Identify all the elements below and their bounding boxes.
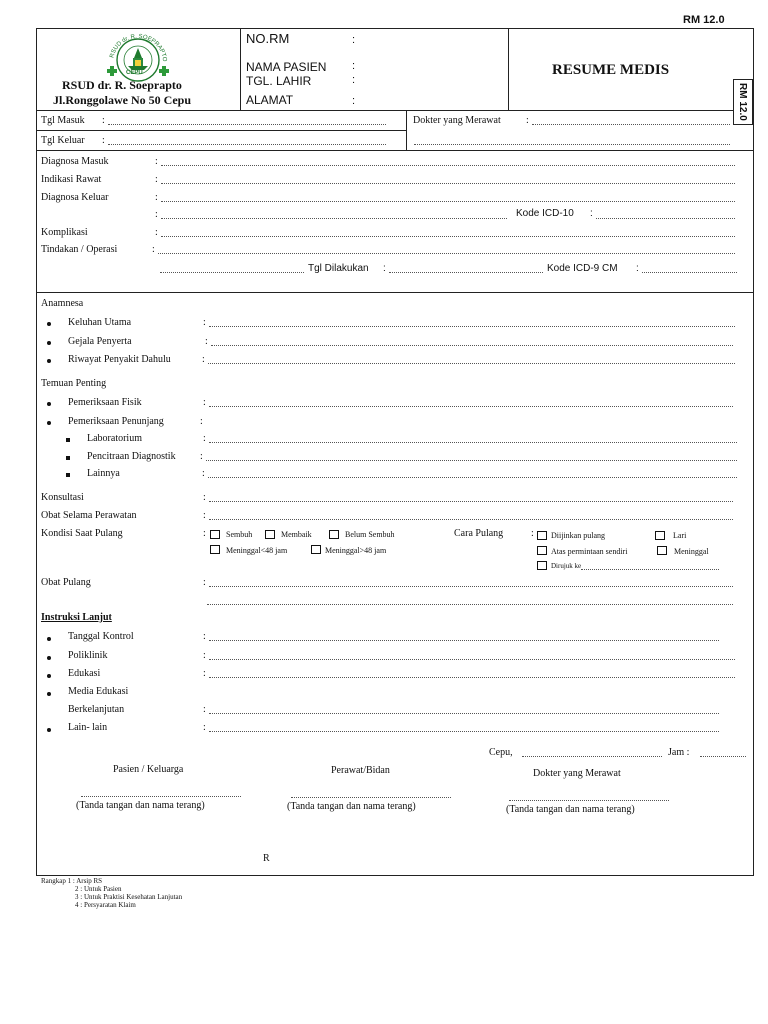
support-exam-label: Pemeriksaan Penunjang — [68, 416, 164, 427]
attending-doctor-field[interactable] — [532, 124, 730, 125]
diagnosis-in-field[interactable] — [161, 165, 735, 166]
referred-checkbox[interactable] — [537, 561, 547, 570]
signing-place-label: Cepu, — [489, 747, 513, 758]
bullet-icon — [47, 637, 51, 641]
bullet-icon — [47, 728, 51, 732]
patient-name-colon: : — [352, 60, 356, 72]
inpatient-medication-label: Obat Selama Perawatan — [41, 510, 137, 521]
square-bullet-icon — [66, 473, 70, 477]
square-bullet-icon — [66, 438, 70, 442]
polyclinic-label: Poliklinik — [68, 650, 108, 661]
nurse-signature-field[interactable] — [291, 797, 451, 798]
header-bottom-line — [36, 110, 754, 111]
not-recovered-label: Belum Sembuh — [345, 530, 395, 539]
diagnosis-out-field[interactable] — [161, 201, 735, 202]
nurse-signature-note: (Tanda tangan dan nama terang) — [287, 801, 416, 812]
discharge-date-colon: : — [102, 135, 105, 146]
complication-field[interactable] — [161, 236, 735, 237]
doctor-signature-label: Dokter yang Merawat — [533, 768, 621, 779]
absconded-checkbox[interactable] — [655, 531, 665, 540]
died-under-48h-checkbox[interactable] — [210, 545, 220, 554]
side-code: RM 12.0 — [737, 83, 748, 121]
admission-date-colon: : — [102, 115, 105, 126]
died-over-48h-label: Meninggal>48 jam — [325, 546, 387, 555]
chief-complaint-label: Keluhan Utama — [68, 317, 132, 328]
logo-bottom-text: CEPU — [126, 70, 143, 76]
procedure-field-2[interactable] — [160, 272, 304, 273]
copy-note-1: Rangkap 1 : Arsip RS — [41, 877, 103, 885]
icd9-colon: : — [636, 263, 639, 274]
patient-name-label: NAMA PASIEN — [246, 60, 327, 74]
continuing-colon: : — [203, 704, 206, 715]
birth-date-colon: : — [352, 74, 356, 86]
discharge-medication-field-2[interactable] — [207, 604, 733, 605]
admission-bottom-line — [36, 150, 754, 151]
signing-time-label: Jam : — [668, 747, 690, 758]
inpatient-medication-field[interactable] — [209, 519, 733, 520]
deceased-checkbox[interactable] — [657, 546, 667, 555]
care-indication-colon: : — [155, 174, 158, 185]
symptoms-colon: : — [205, 336, 208, 347]
improved-checkbox[interactable] — [265, 530, 275, 539]
lab-label: Laboratorium — [87, 433, 142, 444]
no-rm-colon: : — [352, 34, 356, 46]
attending-doctor-colon: : — [526, 115, 529, 126]
recovered-label: Sembuh — [226, 530, 253, 539]
consultation-label: Konsultasi — [41, 492, 84, 503]
physical-exam-colon: : — [203, 397, 206, 408]
care-indication-label: Indikasi Rawat — [41, 174, 102, 185]
signing-date-field[interactable] — [522, 756, 662, 757]
procedure-date-field[interactable] — [389, 272, 543, 273]
hospital-logo — [104, 32, 172, 82]
past-history-field[interactable] — [208, 363, 735, 364]
follow-up-heading: Instruksi Lanjut — [41, 612, 112, 623]
symptoms-label: Gejala Penyerta — [68, 336, 132, 347]
discharge-date-label: Tgl Keluar — [41, 135, 85, 146]
not-recovered-checkbox[interactable] — [329, 530, 339, 539]
discharge-medication-colon: : — [203, 577, 206, 588]
procedure-colon: : — [152, 244, 155, 255]
died-over-48h-checkbox[interactable] — [311, 545, 321, 554]
footer-letter: R — [263, 853, 270, 864]
patient-signature-field[interactable] — [81, 796, 241, 797]
attending-doctor-field-2[interactable] — [414, 144, 730, 145]
self-request-checkbox[interactable] — [537, 546, 547, 555]
past-history-colon: : — [202, 354, 205, 365]
diagnosis-out-colon: : — [155, 192, 158, 203]
admission-mid-line — [36, 130, 406, 131]
discharge-condition-colon: : — [203, 528, 206, 539]
others-label: Lain- lain — [68, 722, 108, 733]
education-label: Edukasi — [68, 668, 101, 679]
imaging-label: Pencitraan Diagnostik — [87, 451, 176, 462]
consultation-field[interactable] — [209, 501, 733, 502]
discharge-condition-label: Kondisi Saat Pulang — [41, 528, 123, 539]
recovered-checkbox[interactable] — [210, 530, 220, 539]
bullet-icon — [47, 674, 51, 678]
imaging-colon: : — [200, 451, 203, 462]
no-rm-label: NO.RM — [246, 31, 290, 46]
header-divider-left — [240, 28, 241, 110]
other-exam-field[interactable] — [208, 477, 737, 478]
diagnosis-out-label: Diagnosa Keluar — [41, 192, 109, 203]
improved-label: Membaik — [281, 530, 312, 539]
diagnosis-bottom-line — [36, 292, 754, 293]
discharge-medication-label: Obat Pulang — [41, 577, 91, 588]
absconded-label: Lari — [673, 531, 687, 540]
lab-field[interactable] — [209, 442, 737, 443]
control-date-colon: : — [203, 631, 206, 642]
hospital-name: RSUD dr. R. Soeprapto — [62, 78, 182, 92]
admission-divider — [406, 110, 407, 150]
form-title: RESUME MEDIS — [552, 62, 670, 78]
logo-ring-text: RSUD dr. R. SOEPRAPTO — [109, 33, 168, 62]
bullet-icon — [47, 322, 51, 326]
discharge-medication-field[interactable] — [209, 586, 733, 587]
diagnosis-out-field-2[interactable] — [161, 218, 507, 219]
self-request-label: Atas permintaan sendiri — [551, 547, 628, 556]
diagnosis-out-colon-2: : — [155, 209, 158, 220]
square-bullet-icon — [66, 456, 70, 460]
care-indication-field[interactable] — [161, 183, 735, 184]
consultation-colon: : — [203, 492, 206, 503]
address-label: ALAMAT — [246, 93, 294, 107]
icd10-colon: : — [590, 208, 593, 219]
complication-colon: : — [155, 227, 158, 238]
anamnesa-heading: Anamnesa — [41, 298, 84, 309]
procedure-label: Tindakan / Operasi — [41, 244, 118, 255]
attending-doctor-label: Dokter yang Merawat — [413, 115, 501, 126]
patient-family-label: Pasien / Keluarga — [113, 764, 184, 775]
copy-note-3: 3 : Untuk Praktisi Kesehatan Lanjutan — [75, 893, 183, 901]
chief-complaint-field[interactable] — [209, 326, 735, 327]
chief-complaint-colon: : — [203, 317, 206, 328]
imaging-field[interactable] — [206, 460, 737, 461]
admission-date-field[interactable] — [108, 124, 386, 125]
bullet-icon — [47, 341, 51, 345]
document-code: RM 12.0 — [683, 14, 725, 26]
admission-date-label: Tgl Masuk — [41, 115, 85, 126]
doctor-signature-field[interactable] — [509, 800, 669, 801]
procedure-date-colon: : — [383, 263, 386, 274]
copy-note-2: 2 : Untuk Pasien — [75, 885, 122, 893]
continuing-label: Berkelanjutan — [68, 704, 125, 715]
bullet-icon — [47, 656, 51, 660]
bullet-icon — [47, 402, 51, 406]
physical-exam-label: Pemeriksaan Fisik — [68, 397, 142, 408]
polyclinic-colon: : — [203, 650, 206, 661]
discharge-method-colon: : — [531, 528, 534, 539]
other-exam-colon: : — [202, 468, 205, 479]
control-date-field[interactable] — [209, 640, 719, 641]
procedure-date-label: Tgl Dilakukan — [308, 263, 369, 274]
control-date-label: Tanggal Kontrol — [68, 631, 134, 642]
past-history-label: Riwayat Penyakit Dahulu — [68, 354, 171, 365]
continuing-field[interactable] — [209, 713, 719, 714]
patient-signature-note: (Tanda tangan dan nama terang) — [76, 800, 205, 811]
bullet-icon — [47, 692, 51, 696]
diagnosis-in-colon: : — [155, 156, 158, 167]
died-under-48h-label: Meninggal<48 jam — [226, 546, 288, 555]
side-code-box — [733, 79, 753, 125]
polyclinic-field[interactable] — [209, 659, 735, 660]
referred-label: Dirujuk ke — [551, 562, 582, 570]
symptoms-field[interactable] — [211, 345, 733, 346]
icd10-label: Kode ICD-10 — [516, 208, 574, 219]
inpatient-medication-colon: : — [203, 510, 206, 521]
bullet-icon — [47, 359, 51, 363]
education-field[interactable] — [209, 677, 735, 678]
discharge-date-field[interactable] — [108, 144, 386, 145]
others-field[interactable] — [209, 731, 719, 732]
complication-label: Komplikasi — [41, 227, 88, 238]
doctor-signature-note: (Tanda tangan dan nama terang) — [506, 804, 635, 815]
permitted-discharge-checkbox[interactable] — [537, 531, 547, 540]
icd9-field[interactable] — [642, 272, 737, 273]
copy-note-4: 4 : Persyaratan Klaim — [75, 901, 136, 909]
icd9-label: Kode ICD-9 CM — [547, 263, 618, 274]
other-exam-label: Lainnya — [87, 468, 120, 479]
others-colon: : — [203, 722, 206, 733]
icd10-field[interactable] — [596, 218, 735, 219]
bullet-icon — [47, 421, 51, 425]
discharge-method-label: Cara Pulang — [454, 528, 504, 539]
header-divider-right — [508, 28, 509, 110]
education-colon: : — [203, 668, 206, 679]
support-exam-colon: : — [200, 416, 203, 427]
physical-exam-field[interactable] — [209, 406, 733, 407]
referred-to-field[interactable] — [581, 569, 719, 570]
address-colon: : — [352, 95, 356, 107]
birth-date-label: TGL. LAHIR — [246, 74, 312, 88]
findings-heading: Temuan Penting — [41, 378, 107, 389]
deceased-label: Meninggal — [674, 547, 709, 556]
signing-time-field[interactable] — [700, 756, 746, 757]
procedure-field[interactable] — [158, 253, 735, 254]
education-media-label: Media Edukasi — [68, 686, 129, 697]
hospital-address: Jl.Ronggolawe No 50 Cepu — [53, 93, 192, 107]
nurse-label: Perawat/Bidan — [331, 765, 390, 776]
permitted-discharge-label: Diijinkan pulang — [551, 531, 605, 540]
diagnosis-in-label: Diagnosa Masuk — [41, 156, 109, 167]
lab-colon: : — [203, 433, 206, 444]
